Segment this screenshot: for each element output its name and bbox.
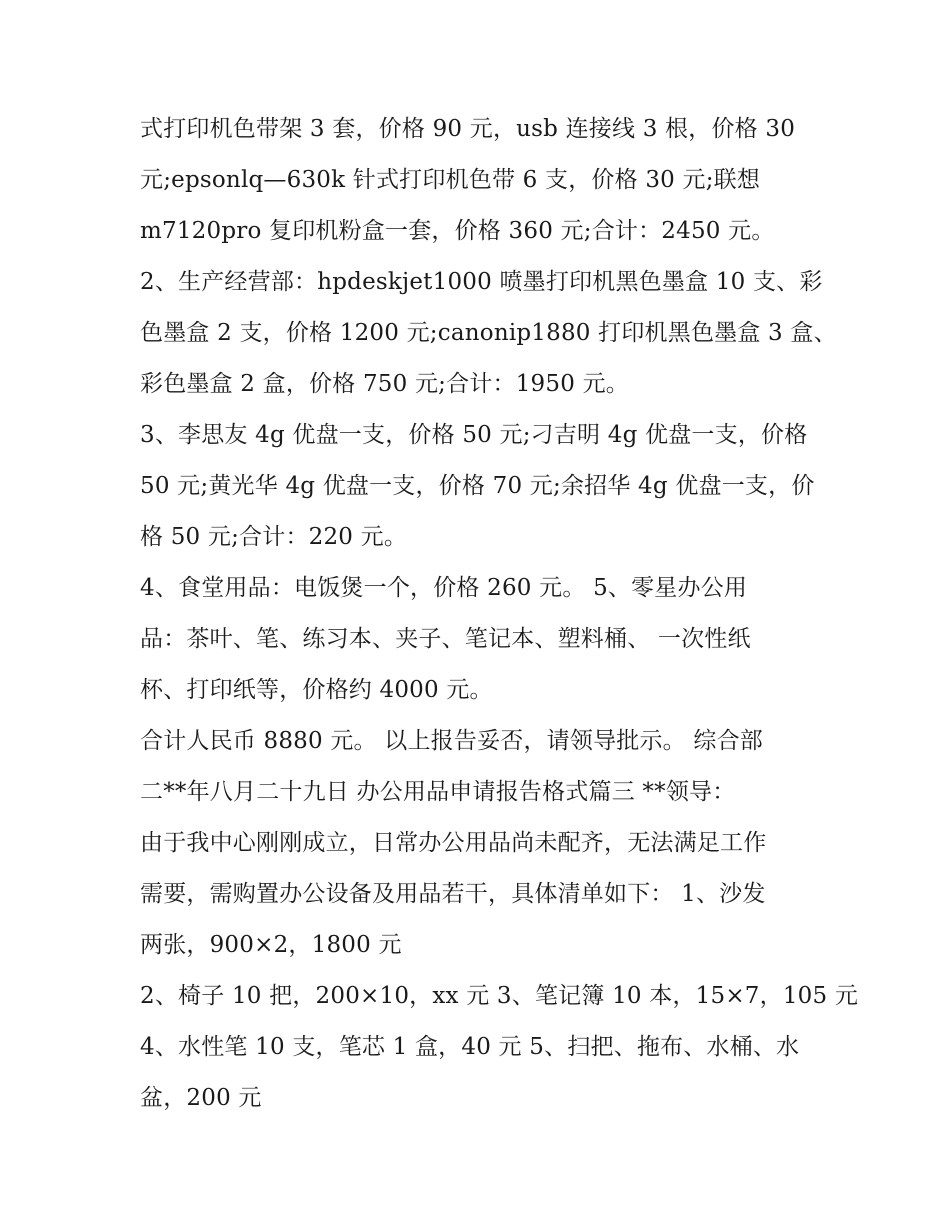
- text-line: 合计人民币 8880 元。 以上报告妥否，请领导批示。 综合部: [140, 728, 763, 754]
- text-line: m7120pro 复印机粉盒一套，价格 360 元;合计：2450 元。: [140, 218, 775, 244]
- text-line: 格 50 元;合计：220 元。: [140, 524, 408, 550]
- text-line: 4、食堂用品：电饭煲一个，价格 260 元。 5、零星办公用: [140, 575, 748, 601]
- text-line: 杯、打印纸等，价格约 4000 元。: [140, 677, 493, 703]
- text-line: 式打印机色带架 3 套，价格 90 元，usb 连接线 3 根，价格 30: [140, 116, 796, 142]
- text-line: 2、椅子 10 把，200×10，xx 元 3、笔记簿 10 本，15×7，105 元: [140, 983, 859, 1009]
- text-line: 50 元;黄光华 4g 优盘一支，价格 70 元;余招华 4g 优盘一支，价: [140, 473, 815, 499]
- text-line: 两张，900×2，1800 元: [140, 932, 402, 958]
- text-line: 彩色墨盒 2 盒，价格 750 元;合计：1950 元。: [140, 371, 629, 397]
- text-line: 盆，200 元: [140, 1085, 262, 1111]
- text-line: 3、李思友 4g 优盘一支，价格 50 元;刁吉明 4g 优盘一支，价格: [140, 422, 808, 448]
- text-line: 需要，需购置办公设备及用品若干，具体清单如下： 1、沙发: [140, 881, 766, 907]
- text-line: 品：茶叶、笔、练习本、夹子、笔记本、塑料桶、 一次性纸: [140, 626, 751, 652]
- text-line: 由于我中心刚刚成立，日常办公用品尚未配齐，无法满足工作: [140, 830, 767, 856]
- text-line: 二**年八月二十九日 办公用品申请报告格式篇三 **领导：: [140, 779, 736, 805]
- text-line: 元;epsonlq—630k 针式打印机色带 6 支，价格 30 元;联想: [140, 167, 761, 193]
- document-body: [140, 104, 859, 1124]
- text-line: 4、水性笔 10 支，笔芯 1 盒，40 元 5、扫把、拖布、水桶、水: [140, 1034, 800, 1060]
- text-line: 2、生产经营部：hpdeskjet1000 喷墨打印机黑色墨盒 10 支、彩: [140, 269, 823, 295]
- text-line: 色墨盒 2 支，价格 1200 元;canonip1880 打印机黑色墨盒 3 盒、: [140, 320, 837, 346]
